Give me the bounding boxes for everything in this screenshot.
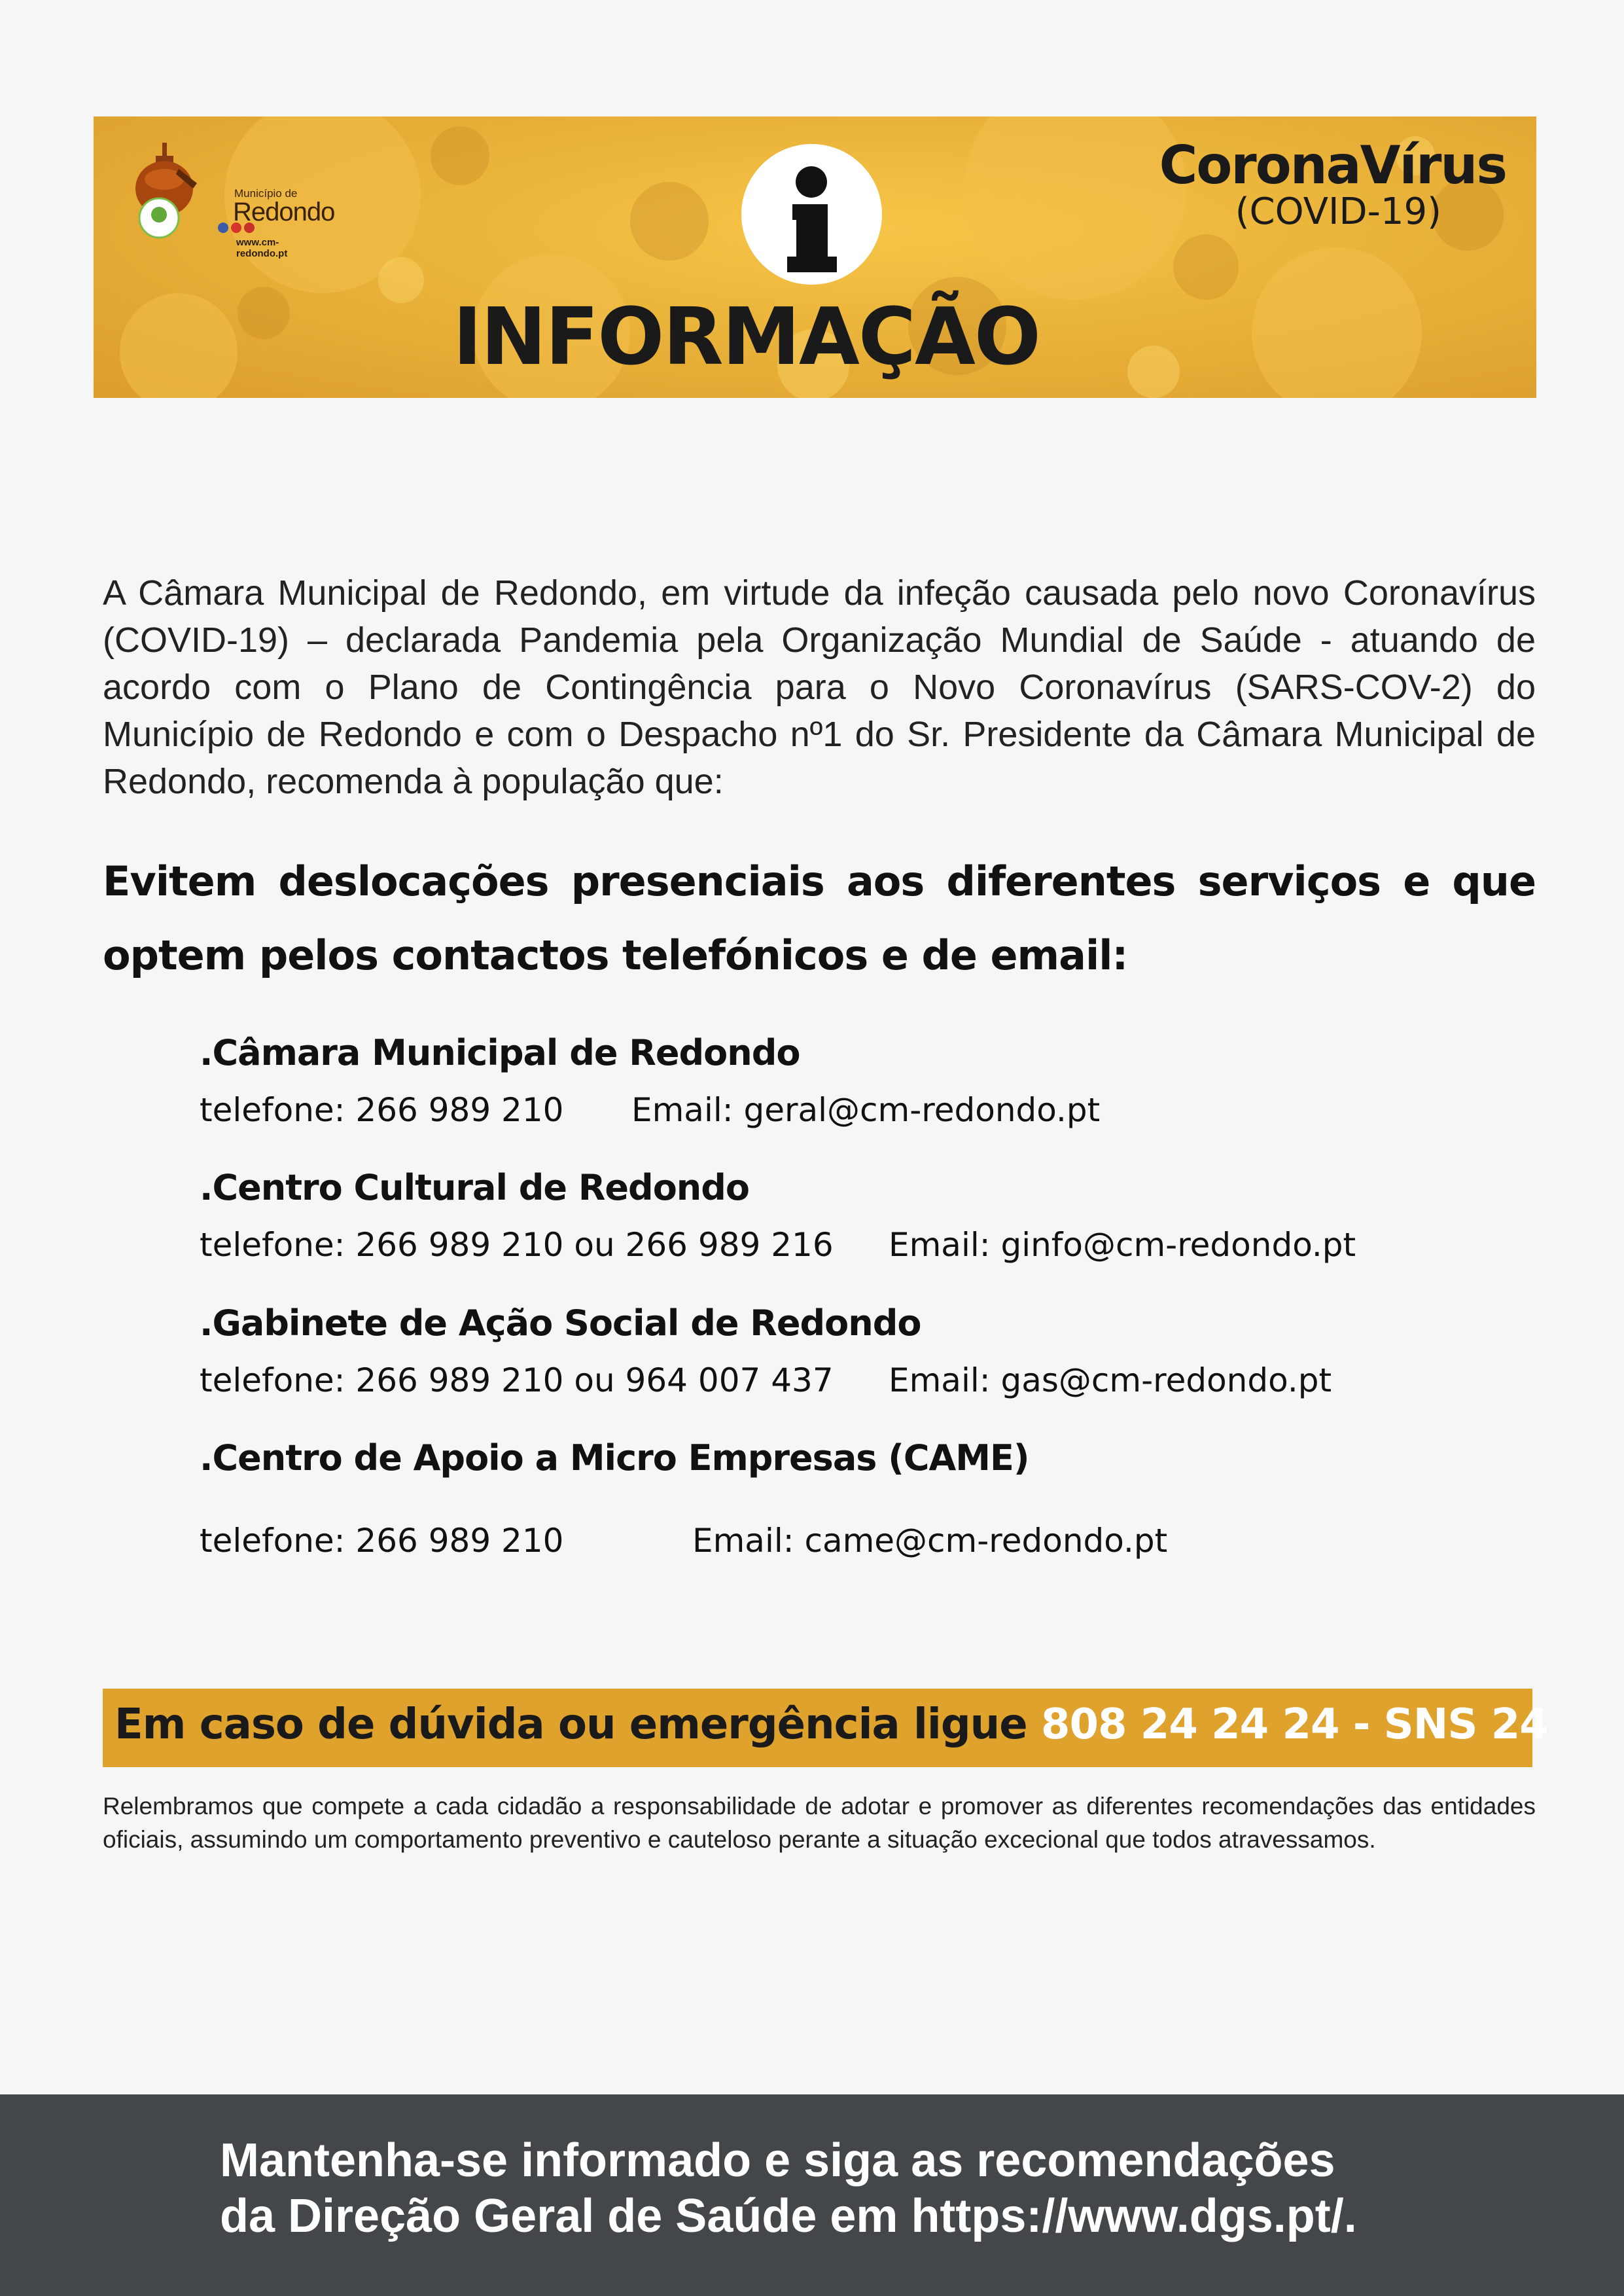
reminder-note: Relembramos que compete a cada cidadão a responsabilidade de adotar e promover as diferentes recomendações das entidades oficiais, assumindo um comportamento preventivo e cauteloso perante a situação excecional que todos atravessamos. <box>103 1793 1536 1853</box>
emergency-label: Em caso de dúvida ou emergência ligue <box>115 1700 1027 1749</box>
footer <box>0 2094 1624 2296</box>
contact-email: Email: ginfo@cm-redondo.pt <box>889 1226 1356 1264</box>
contact-email: Email: came@cm-redondo.pt <box>692 1522 1168 1560</box>
covid-subtitle: (COVID-19) <box>1235 190 1441 233</box>
contact-name-camara: .Câmara Municipal de Redondo <box>200 1032 800 1073</box>
logo-subtitle: Município de <box>234 187 298 200</box>
logo-name: Redondo <box>233 198 335 226</box>
contact-line-came <box>200 1522 1168 1560</box>
municipio-redondo-logo <box>133 136 335 259</box>
contact-line-gabinete <box>200 1361 1332 1399</box>
contact-line-camara <box>200 1091 1101 1129</box>
banner-title: INFORMAÇÃO <box>453 292 1040 383</box>
info-icon <box>741 144 882 285</box>
footer-line-1: Mantenha-se informado e siga as recomendações <box>220 2134 1335 2187</box>
contact-name-came: .Centro de Apoio a Micro Empresas (CAME) <box>200 1437 1029 1479</box>
emergency-banner <box>103 1689 1548 1767</box>
footer-line-2: da Direção Geral de Saúde em https://www.dgs.pt/. <box>220 2190 1357 2242</box>
contact-email: Email: gas@cm-redondo.pt <box>889 1361 1332 1399</box>
contact-line-centro-cultural <box>200 1226 1356 1264</box>
contact-name-centro-cultural: .Centro Cultural de Redondo <box>200 1167 750 1208</box>
contact-phone: telefone: 266 989 210 ou 964 007 437 <box>200 1361 834 1399</box>
contact-email: Email: geral@cm-redondo.pt <box>631 1091 1101 1129</box>
emergency-number: 808 24 24 24 - SNS 24 <box>1040 1700 1548 1749</box>
emergency-text <box>115 1700 1548 1749</box>
contact-phone: telefone: 266 989 210 ou 266 989 216 <box>200 1226 834 1264</box>
header-banner <box>94 117 1536 398</box>
coronavirus-title: CoronaVírus <box>1159 135 1506 196</box>
contact-phone: telefone: 266 989 210 <box>200 1091 564 1129</box>
logo-url: www.cm-redondo.pt <box>236 237 288 259</box>
headline-recommendation: Evitem deslocações presenciais aos diferentes serviços e que optem pelos contactos telefónicos e de email: <box>103 857 1536 979</box>
contact-name-gabinete: .Gabinete de Ação Social de Redondo <box>200 1302 921 1344</box>
intro-paragraph: A Câmara Municipal de Redondo, em virtude da infeção causada pelo novo Coronavírus (COVID-19) – declarada Pandemia pela Organização Mundial de Saúde - atuando de acordo com o Plano de Contingência para o Novo Coronavírus (SARS-COV-2) do Município de Redondo e com o Despacho nº1 do Sr. Presidente da Câmara Municipal de Redondo, recomenda à população que: <box>103 573 1536 801</box>
contact-phone: telefone: 266 989 210 <box>200 1522 564 1560</box>
